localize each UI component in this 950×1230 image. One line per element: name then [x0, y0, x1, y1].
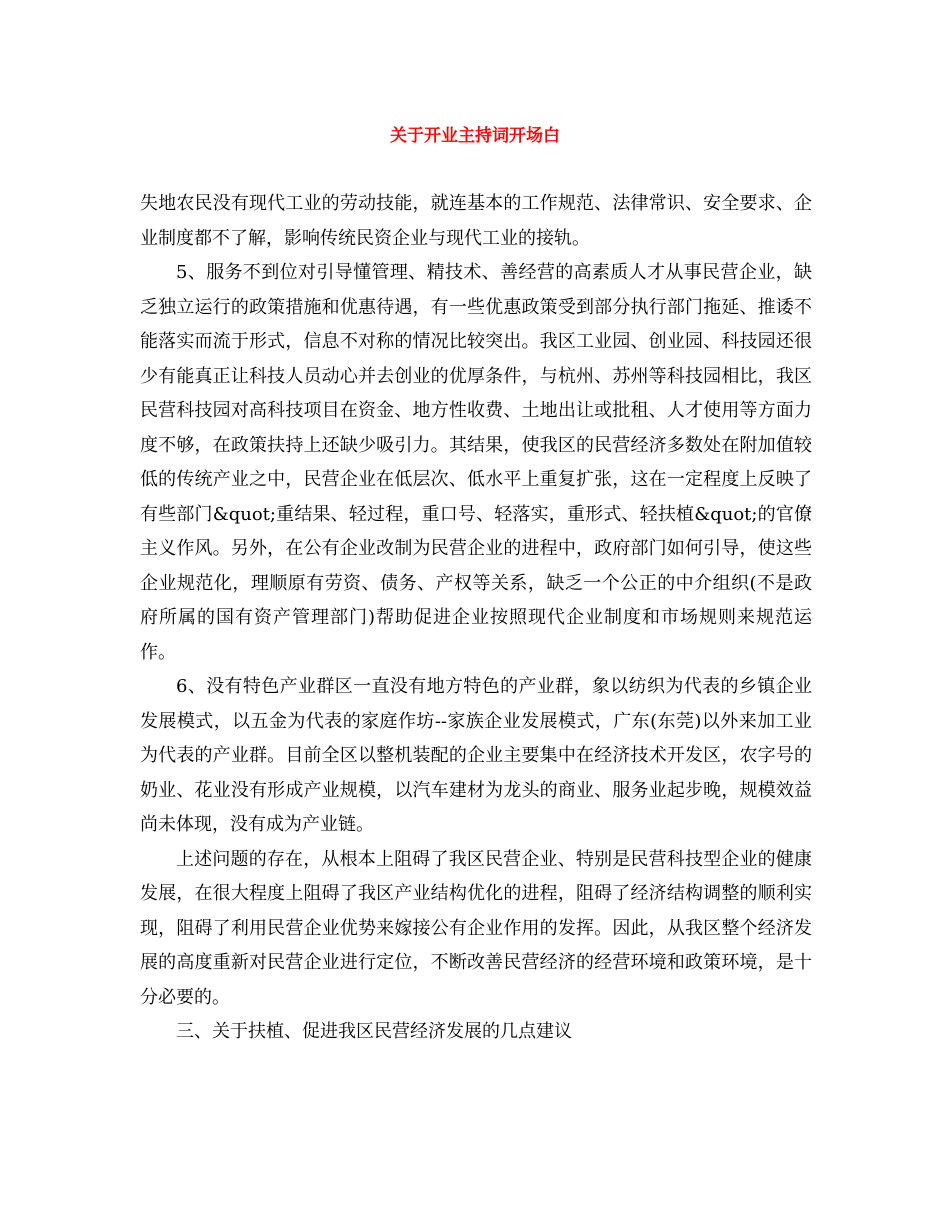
paragraph-point-5: 5、服务不到位对引导懂管理、精技术、善经营的高素质人才从事民营企业，缺乏独立运行的政策措施和优惠待遇，有一些优惠政策受到部分执行部门拖延、推诿不能落实而流于形式，信息不对称的情况比较突出。我区工业园、创业园、科技园还很少有能真正让科技人员动心并去创业的优厚条件，与杭州、苏州等科技园相比，我区民营科技园对高科技项目在资金、地方性收费、土地出让或批租、人才使用等方面力度不够，在政策扶持上还缺少吸引力。其结果，使我区的民营经济多数处在附加值较低的传统产业之中，民营企业在低层次、低水平上重复扩张，这在一定程度上反映了有些部门&quot;重结果、轻过程，重口号、轻落实，重形式、轻扶植&quot;的官僚主义作风。另外，在公有企业改制为民营企业的进程中，政府部门如何引导，使这些企业规范化，理顺原有劳资、债务、产权等关系，缺乏一个公正的中介组织(不是政府所属的国有资产管理部门)帮助促进企业按照现代企业制度和市场规则来规范运作。: [140, 262, 812, 663]
document-title: 关于开业主持词开场白: [390, 126, 560, 146]
paragraph-summary: 上述问题的存在，从根本上阻碍了我区民营企业、特别是民营科技型企业的健康发展，在很大程度上阻碍了我区产业结构优化的进程，阻碍了经济结构调整的顺利实现，阻碍了利用民营企业优势来嫁接公有企业作用的发挥。因此，从我区整个经济发展的高度重新对民营企业进行定位，不断改善民营经济的经营环境和政策环境，是十分必要的。: [140, 848, 812, 1008]
paragraph-point-6: 6、没有特色产业群区一直没有地方特色的产业群，象以纺织为代表的乡镇企业发展模式，以五金为代表的家庭作坊--家族企业发展模式，广东(东莞)以外来加工业为代表的产业群。目前全区以整机装配的企业主要集中在经济技术开发区，农字号的奶业、花业没有形成产业规模，以汽车建材为龙头的商业、服务业起步晚，规模效益尚未体现，没有成为产业链。: [140, 676, 812, 835]
document-body: [140, 187, 812, 1050]
section-heading-suggestions: 三、关于扶植、促进我区民营经济发展的几点建议: [176, 1021, 572, 1042]
paragraph-continuation: 失地农民没有现代工业的劳动技能，就连基本的工作规范、法律常识、安全要求、企业制度都不了解，影响传统民资企业与现代工业的接轨。: [140, 193, 812, 249]
